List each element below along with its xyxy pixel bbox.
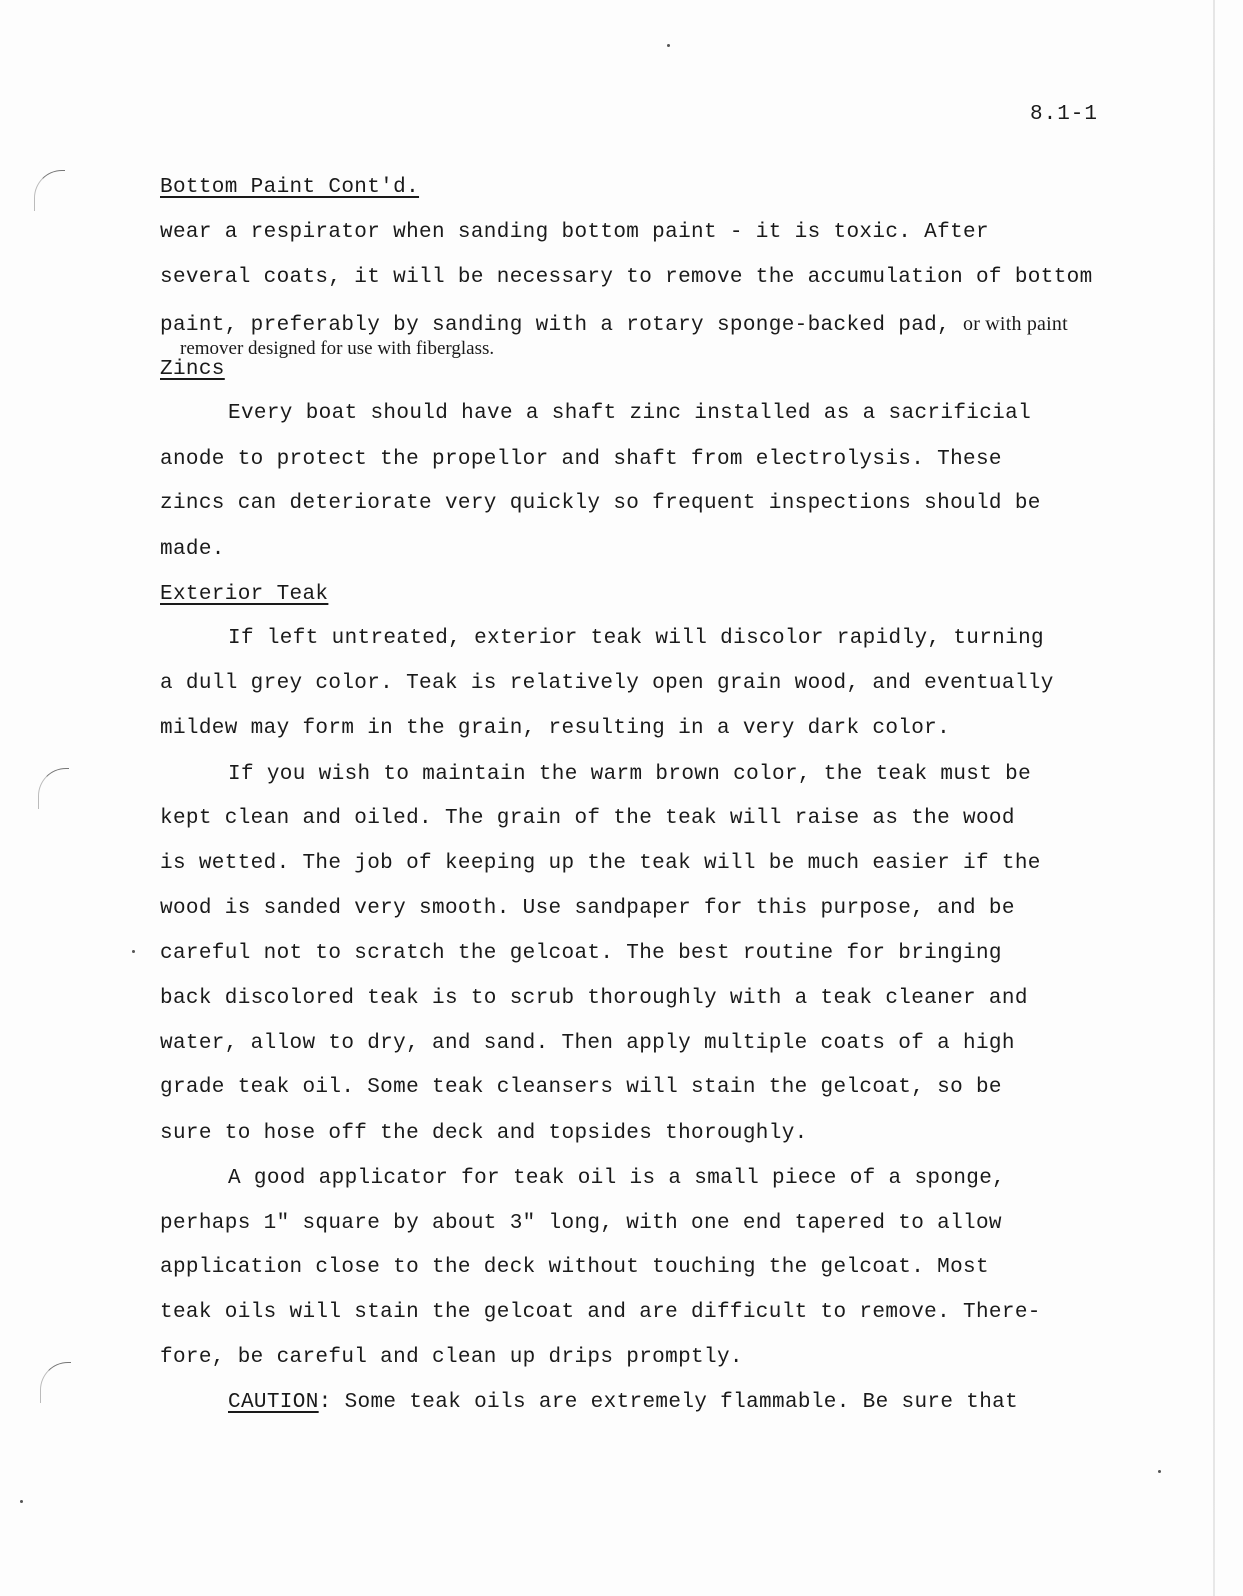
section-heading-bottom-paint: Bottom Paint Cont'd. (160, 176, 420, 199)
body-line: zincs can deteriorate very quickly so frequent inspections should be (160, 492, 1041, 515)
body-line: mildew may form in the grain, resulting in a very dark color. (160, 717, 951, 740)
scan-speck (132, 950, 135, 953)
body-line: anode to protect the propellor and shaft from electrolysis. These (160, 448, 1002, 471)
binder-hole-mark (38, 768, 69, 809)
body-line: wear a respirator when sanding bottom paint - it is toxic. After (160, 221, 989, 244)
body-line: A good applicator for teak oil is a small piece of a sponge, (228, 1167, 1006, 1190)
section-heading-exterior-teak: Exterior Teak (160, 583, 329, 606)
body-line: application close to the deck without touching the gelcoat. Most (160, 1256, 989, 1279)
scan-speck (20, 1500, 23, 1503)
caution-line (228, 1390, 1018, 1416)
body-line: Every boat should have a shaft zinc installed as a sacrificial (228, 402, 1032, 425)
body-line: sure to hose off the deck and topsides thoroughly. (160, 1122, 808, 1145)
body-line: If you wish to maintain the warm brown color, the teak must be (228, 763, 1032, 786)
body-line: a dull grey color. Teak is relatively open grain wood, and eventually (160, 672, 1054, 695)
caution-label: CAUTION (228, 1391, 319, 1414)
scan-speck (667, 44, 670, 47)
body-line: If left untreated, exterior teak will discolor rapidly, turning (228, 627, 1044, 650)
body-line: several coats, it will be necessary to remove the accumulation of bottom (160, 266, 1093, 289)
body-line: teak oils will stain the gelcoat and are difficult to remove. There- (160, 1301, 1041, 1324)
body-line: is wetted. The job of keeping up the teak will be much easier if the (160, 852, 1041, 875)
body-line: water, allow to dry, and sand. Then apply multiple coats of a high (160, 1032, 1015, 1055)
binder-hole-mark (40, 1362, 71, 1403)
body-line: careful not to scratch the gelcoat. The best routine for bringing (160, 942, 1002, 965)
body-line: made. (160, 538, 225, 561)
scan-edge (1213, 0, 1215, 1596)
caution-text: : Some teak oils are extremely flammable. Be sure that (318, 1391, 1019, 1414)
body-line (160, 311, 1068, 339)
body-line: back discolored teak is to scrub thoroughly with a teak cleaner and (160, 987, 1028, 1010)
body-line: grade teak oil. Some teak cleansers will stain the gelcoat, so be (160, 1076, 1002, 1099)
binder-hole-mark (34, 170, 65, 211)
page-number: 8.1-1 (1030, 103, 1099, 126)
section-heading-zincs: Zincs (160, 358, 225, 381)
body-line-text: paint, preferably by sanding with a rotary sponge-backed pad, (160, 314, 964, 337)
body-line: perhaps 1" square by about 3" long, with one end tapered to allow (160, 1212, 1002, 1235)
body-line-suffix: or with paint (963, 313, 1068, 335)
body-line: fore, be careful and clean up drips promptly. (160, 1346, 743, 1369)
body-line: wood is sanded very smooth. Use sandpaper for this purpose, and be (160, 897, 1015, 920)
scan-speck (1158, 1470, 1161, 1473)
typed-insert-note: remover designed for use with fiberglass. (180, 338, 495, 359)
body-line: kept clean and oiled. The grain of the teak will raise as the wood (160, 807, 1015, 830)
